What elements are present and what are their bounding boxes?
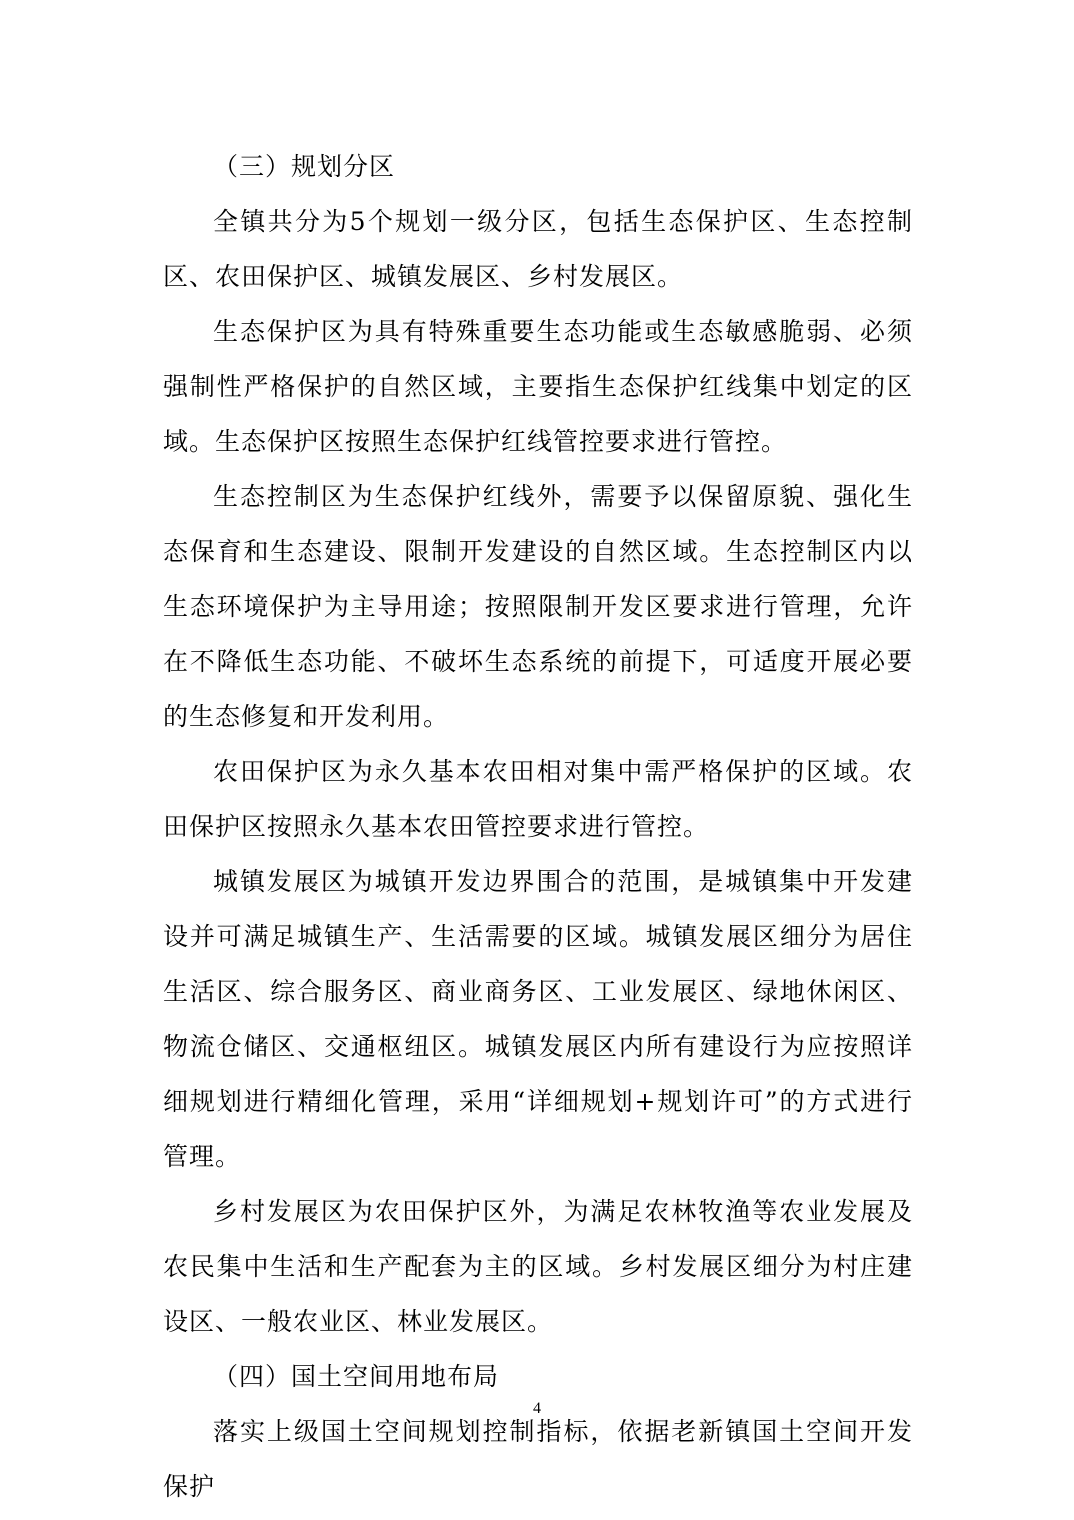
paragraph-land-use-layout: 落实上级国土空间规划控制指标，依据老新镇国土空间开发保护	[163, 1417, 913, 1501]
paragraph-zone-overview: 全镇共分为5个规划一级分区，包括生态保护区、生态控制区、农田保护区、城镇发展区、乡村发展区。	[163, 207, 913, 291]
paragraph-rural-development-zone: 乡村发展区为农田保护区外，为满足农林牧渔等农业发展及农民集中生活和生产配套为主的区域。乡村发展区细分为村庄建设区、一般农业区、林业发展区。	[163, 1197, 913, 1336]
document-body	[163, 139, 913, 1514]
paragraph-urban-development-zone: 城镇发展区为城镇开发边界围合的范围，是城镇集中开发建设并可满足城镇生产、生活需要的区域。城镇发展区细分为居住生活区、综合服务区、商业商务区、工业发展区、绿地休闲区、物流仓储区、交通枢纽区。城镇发展区内所有建设行为应按照详细规划进行精细化管理，采用“详细规划+规划许可”的方式进行管理。	[163, 867, 913, 1171]
section-heading-planning-zones: （三）规划分区	[213, 152, 396, 181]
section-heading-land-use-layout: （四）国土空间用地布局	[213, 1362, 500, 1391]
paragraph-ecological-control-zone: 生态控制区为生态保护红线外，需要予以保留原貌、强化生态保育和生态建设、限制开发建设的自然区域。生态控制区内以生态环境保护为主导用途；按照限制开发区要求进行管理，允许在不降低生态功能、不破坏生态系统的前提下，可适度开展必要的生态修复和开发利用。	[163, 482, 913, 731]
paragraph-farmland-protection-zone: 农田保护区为永久基本农田相对集中需严格保护的区域。农田保护区按照永久基本农田管控要求进行管控。	[163, 757, 913, 841]
paragraph-ecological-protection-zone: 生态保护区为具有特殊重要生态功能或生态敏感脆弱、必须强制性严格保护的自然区域，主要指生态保护红线集中划定的区域。生态保护区按照生态保护红线管控要求进行管控。	[163, 317, 913, 456]
page-number: 4	[533, 1400, 541, 1417]
